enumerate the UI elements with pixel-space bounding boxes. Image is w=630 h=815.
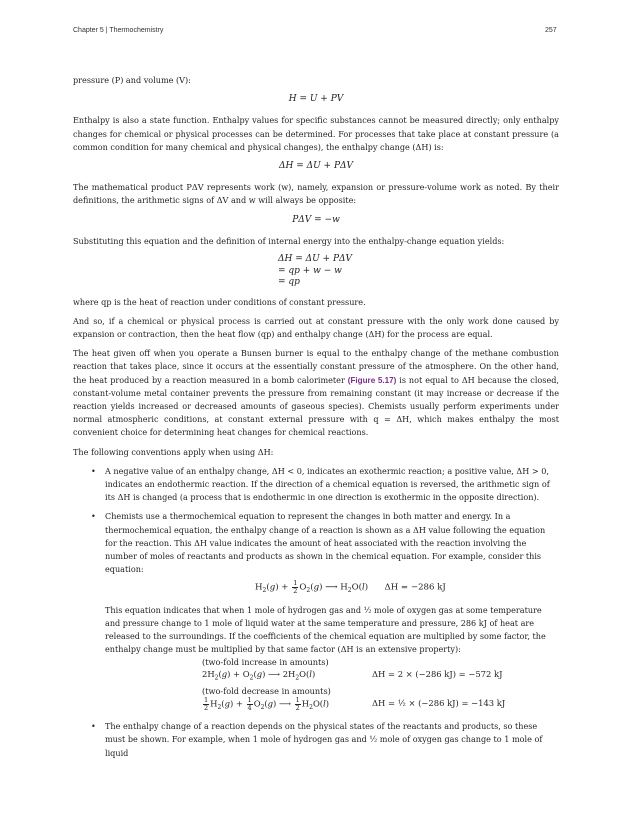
figure-link[interactable]: (Figure 5.17) [347, 375, 397, 385]
text: The heat given off when you operate a Bunsen burner is equal to the enthalpy change of the methane combustion reaction that takes place, since it occurs at the essentially constant pressure of the atmosphere. On the other hand, the heat produced by a reaction measured in a bomb calorimeter [73, 348, 559, 385]
equation-stack [278, 254, 559, 289]
equation: PΔV = −w [292, 214, 340, 225]
paragraph: Enthalpy is also a state function. Enthalpy values for specific substances cannot be measured directly; only enthalpy changes for chemical or physical processes can be determined. For processes that take place at constant pressure (a common condition for many chemical and physical changes), the enthalpy change (ΔH) is: [73, 115, 559, 152]
page-body [73, 74, 559, 766]
paragraph: pressure (P) and volume (V): [73, 75, 191, 85]
conventions-list [73, 465, 559, 760]
enthalpy-value: ΔH = ½ × (−286 kJ) = −143 kJ [372, 698, 506, 709]
paragraph: The mathematical product PΔV represents work (w), namely, expansion or pressure-volume work as noted. By their definitions, the arithmetic signs of ΔV and w will always be opposite: [73, 182, 559, 206]
text: is not equal to ΔH because the closed, constant-volume metal container prevents the pressure from remaining constant (it may increase or decrease if the reaction yields increased or decreased amounts of gaseous species). Chemists usually perform experiments under normal atmospheric conditions, at constant external pressure with q = ΔH, which makes enthalpy the most convenient choice for determining heat changes for chemical reactions. [73, 374, 559, 438]
enthalpy-value: ΔH = 2 × (−286 kJ) = −572 kJ [372, 669, 503, 680]
reaction-row: $2H_2(g) + O_2(g)$ ⟶ $2H_2O(l)$ ΔH = 2 × (−286 kJ) = −572 kJ [202, 668, 559, 685]
paragraph: And so, if a chemical or physical process is carried out at constant pressure with the only work done caused by expansion or contraction, then the heat flow (qp) and enthalpy change (ΔH) for the process are equal. [73, 315, 559, 339]
reaction-row: $\frac{1}{2}$ $H_2(g)$ + $\frac{1}{4}$ $O_2(g)$ ⟶ $\frac{1}{2}$ $H_2O(l)$ ΔH = ½ × (−286 kJ) = −143 kJ [202, 697, 559, 714]
page-number: 257 [545, 27, 557, 34]
enthalpy-value: ΔH = −286 kJ [384, 582, 446, 593]
list-item [73, 510, 559, 714]
equation-line: = qp + w − w [278, 265, 342, 276]
paragraph: where qp is the heat of reaction under conditions of constant pressure. [73, 296, 366, 307]
list-item-text: This equation indicates that when 1 mole of hydrogen gas and ½ mole of oxygen gas at some temperature and pressure change to 1 mole of liquid water at the same temperature and pressure, 286 kJ of heat are released to the surroundings. If the coefficients of the chemical equation are multiplied by some factor, the enthalpy change must be multiplied by that same factor (ΔH is an extensive property): [105, 604, 546, 655]
equation: ΔH = ΔU + PΔV [278, 161, 353, 172]
list-item-text: Chemists use a thermochemical equation to represent the changes in both matter and energy. In a thermochemical equation, the enthalpy change of a reaction is shown as a ΔH value following the equation for the reaction. This ΔH value indicates the amount of heat associated with the reaction involving the number of moles of reactants and products as shown in the chemical equation. For example, consider this equation: [105, 511, 546, 575]
paragraph: The following conventions apply when using ΔH: [73, 446, 274, 457]
equation-line: ΔH = ΔU + PΔV [278, 254, 353, 265]
list-item-text: The enthalpy change of a reaction depends on the physical states of the reactants and products, so these must be shown. For example, when 1 mole of hydrogen gas and ½ mole of oxygen gas change to 1 mole of liquid [105, 721, 543, 758]
paragraph [73, 347, 559, 439]
thermochemical-equation: $H_2(g)$ + $\frac{1}{2}$ $O_2(g)$ ⟶ $H_2O(l)$ ΔH = −286 kJ [255, 579, 446, 595]
list-item-text: A negative value of an enthalpy change, ΔH < 0, indicates an exothermic reaction; a positive value, ΔH > 0, indicates an endothermic reaction. If the direction of a chemical equation is reversed, the arithmetic sign of its ΔH is changed (a process that is endothermic in one direction is exothermic in the opposite direction). [105, 465, 550, 503]
chapter-header: Chapter 5 | Thermochemistry [73, 27, 164, 34]
list-item [73, 465, 559, 505]
equation-line: = qp [278, 277, 300, 288]
equation: H = U + PV [288, 94, 344, 105]
note: (two-fold decrease in amounts) [202, 686, 331, 697]
list-item [73, 720, 559, 760]
note: (two-fold increase in amounts) [202, 657, 329, 668]
paragraph: Substituting this equation and the definition of internal energy into the enthalpy-change equation yields: [73, 235, 505, 246]
